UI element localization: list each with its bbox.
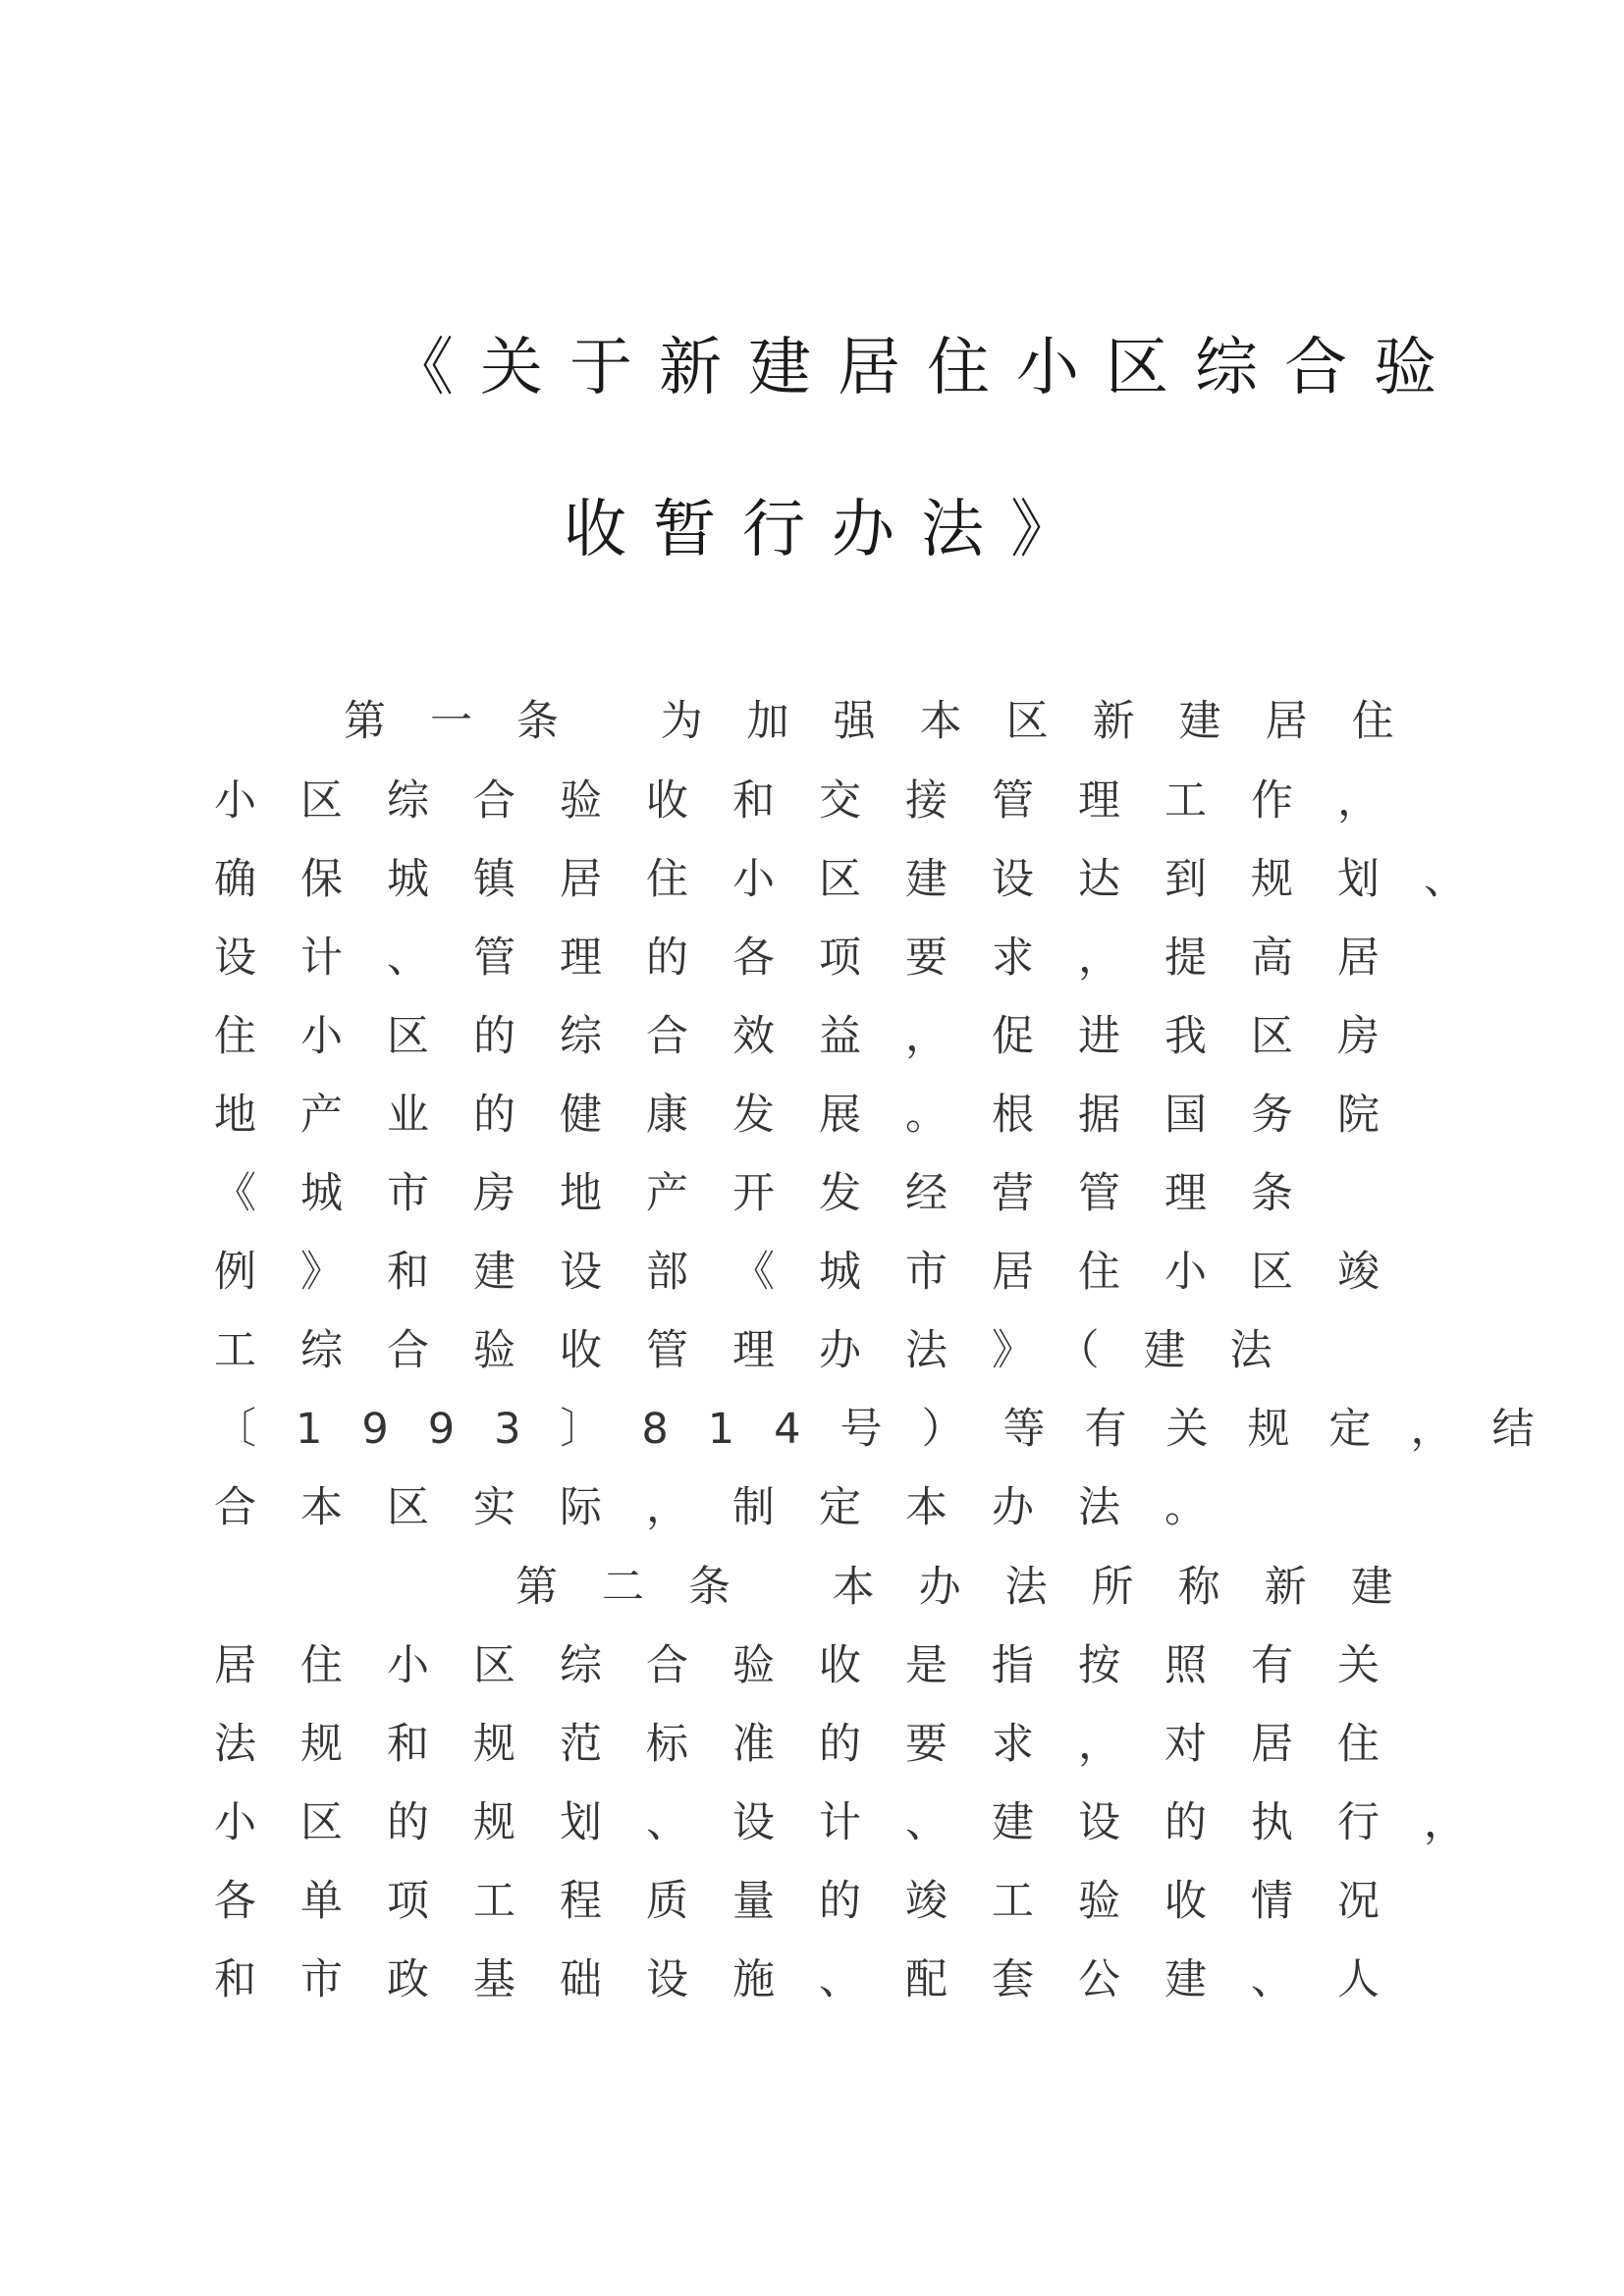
body-line: 工综合验收管理办法》（建法 (214, 1326, 1317, 1375)
body-line: 小区综合验收和交接管理工作， (214, 776, 1424, 826)
body-line: 地产业的健康发展。根据国务院 (214, 1091, 1424, 1140)
article-2-line-1: 第二条 本办法所称新建 (515, 1563, 1437, 1612)
document-title-line-1: 《关于新建居住小区综合验 (391, 332, 1463, 404)
body-line: 《城市房地产开发经营管理条 (214, 1169, 1337, 1218)
body-line: 住小区的综合效益，促进我区房 (214, 1012, 1424, 1061)
body-line: 例》和建设部《城市居住小区竣 (214, 1248, 1424, 1297)
body-line: 各单项工程质量的竣工验收情况 (214, 1877, 1424, 1926)
body-line: 和市政基础设施、配套公建、人 (214, 1955, 1424, 2004)
body-line: 合本区实际，制定本办法。 (214, 1483, 1251, 1532)
body-line: 小区的规划、设计、建设的执行， (214, 1798, 1510, 1847)
body-line: 确保城镇居住小区建设达到规划、 (214, 855, 1510, 904)
body-line: 设计、管理的各项要求，提高居 (214, 934, 1424, 983)
document-title-line-2: 收暂行办法》 (564, 494, 1100, 566)
body-line: 居住小区综合验收是指按照有关 (214, 1641, 1424, 1690)
body-line: 法规和规范标准的要求，对居住 (214, 1720, 1424, 1769)
body-line: 〔1993〕814号）等有关规定，结 (214, 1405, 1574, 1454)
article-1-line-1: 第一条 为加强本区新建居住 (344, 697, 1438, 746)
